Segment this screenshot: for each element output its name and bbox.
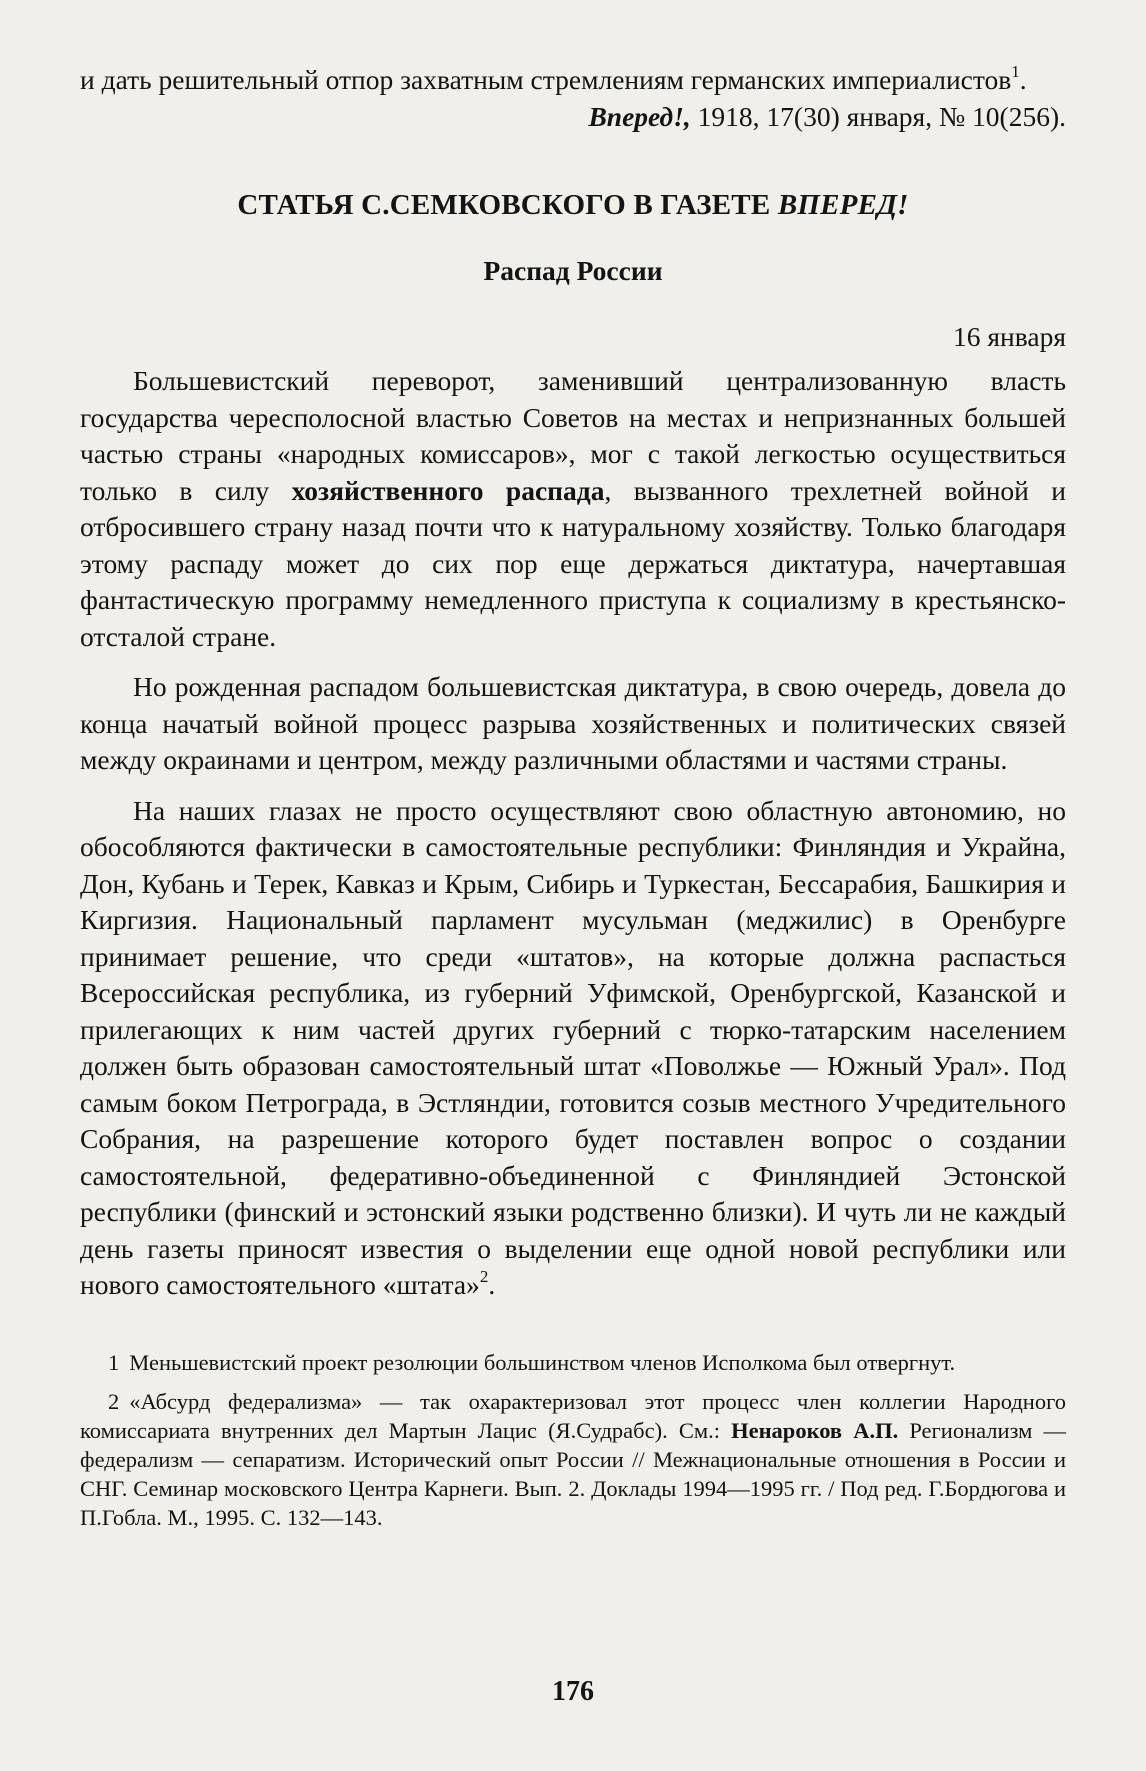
source-citation bbox=[80, 99, 1066, 136]
paragraph-3-text: На наших глазах не просто осуществляют свою областную автономию, но обособляются фактически в самостоятельные республики: Финляндия и Украйна, Дон, Кубань и Терек, Кавказ и Крым, Сибирь и Туркестан, Бессарабия, Башкирия и Киргизия. Национальный парламент мусульман (меджилис) в Оренбурге принимает решение, что среди «штатов», на которые должна распасться Всероссийская республика, из губерний Уфимской, Оренбургской, Казанской и прилегающих к ним частей других губерний с тюрко-татарским населением должен быть образован самостоятельный штат «Поволжье — Южный Урал». Под самым боком Петрограда, в Эстляндии, готовится созыв местного Учредительного Собрания, на разрешение которого будет поставлен вопрос о создании самостоятельной, федеративно-объединенной с Финляндией Эстонской республики (финский и эстонский языки родственно близки). И чуть ли не каждый день газеты приносят известия о выделении еще одной новой республики или нового самостоятельного «штата» bbox=[80, 794, 1066, 1300]
intro-text-end: . bbox=[1019, 64, 1027, 95]
article-subtitle: Распад России bbox=[483, 255, 663, 286]
footnote-2 bbox=[80, 1387, 1066, 1532]
intro-paragraph bbox=[80, 62, 1066, 99]
footnote-1 bbox=[80, 1348, 1066, 1377]
footnote-1-text: Меньшевистский проект резолюции большинством членов Исполкома был отвергнут. bbox=[129, 1349, 956, 1375]
paragraph-1-text-b: , вызванного трехлетней войной и отбросившего страну назад почти что к натуральному хозяйству. Только благодаря этому распаду может до сих пор еще держаться диктатура, начертавшая фантастическую программу немедленного приступа к социализму в крестьянско-отсталой стране. bbox=[80, 474, 1066, 652]
page-body bbox=[80, 62, 1066, 1542]
footnote-ref-2[interactable]: 2 bbox=[479, 1266, 489, 1286]
article-title-newspaper: ВПЕРЕД! bbox=[777, 189, 909, 221]
paragraph-gap bbox=[80, 779, 1066, 793]
footnote-1-number: 1 bbox=[108, 1349, 120, 1375]
paragraph-2: Но рожденная распадом большевистская диктатура, в свою очередь, довела до конца начатый войной процесс разрыва хозяйственных и политических связей между окраинами и центром, между различными областями и частями страны. bbox=[80, 671, 1066, 775]
paragraph-1-text-a: Большевистский переворот, заменивший централизованную власть государства чересполосной властью Советов на местах и непризнанных большей частью страны «народных комиссаров», мог с такой легкостью осуществиться только в силу bbox=[80, 365, 1066, 506]
source-details: 1918, 17(30) января, № 10(256). bbox=[690, 100, 1066, 132]
paragraph-1 bbox=[80, 363, 1066, 655]
paragraph-3-end: . bbox=[488, 1269, 496, 1300]
footnote-2-author: Ненароков А.П. bbox=[731, 1417, 899, 1443]
paragraph-gap bbox=[80, 655, 1066, 669]
page-number: 176 bbox=[552, 1676, 594, 1707]
footnote-2-text-a: «Абсурд федерализма» — так охарактеризовал этот процесс член коллегии Народного комиссариата внутренних дел Мартын Лацис (Я.Судрабс). См.: bbox=[80, 1388, 1066, 1443]
intro-text: и дать решительный отпор захватным стремлениям германских империалистов bbox=[80, 64, 1012, 95]
footnotes bbox=[80, 1348, 1066, 1532]
source-newspaper: Вперед!, bbox=[588, 100, 691, 132]
paragraph-3 bbox=[80, 793, 1066, 1304]
footnote-ref-1[interactable]: 1 bbox=[1011, 61, 1020, 81]
footnote-2-number: 2 bbox=[108, 1388, 120, 1414]
article-title-text: СТАТЬЯ С.СЕМКОВСКОГО В ГАЗЕТЕ bbox=[237, 189, 778, 221]
footnote-2-text-b: Регионализм — федерализм — сепаратизм. Исторический опыт России // Межнациональные отношения в России и СНГ. Семинар московского Центра Карнеги. Вып. 2. Доклады 1994—1995 гг. / Под ред. Г.Бордюгова и П.Гобла. М., 1995. С. 132—143. bbox=[80, 1417, 1066, 1530]
article-date: 16 января bbox=[953, 321, 1066, 352]
paragraph-1-emphasis: хозяйственного распада bbox=[291, 474, 605, 506]
article-title bbox=[80, 187, 1066, 223]
